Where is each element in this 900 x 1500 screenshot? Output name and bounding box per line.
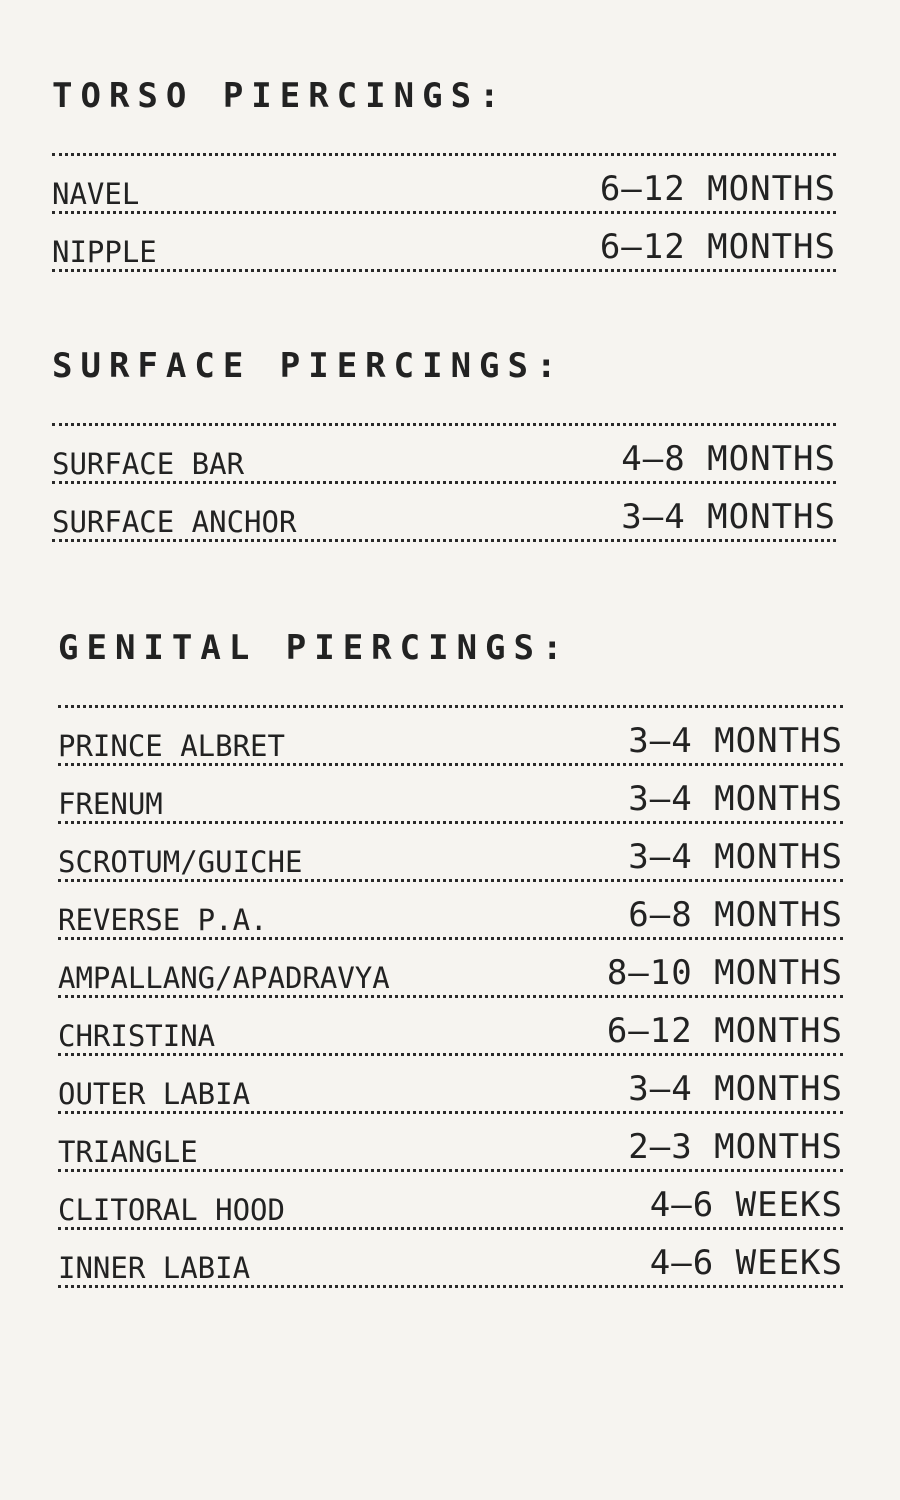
piercing-name: SURFACE ANCHOR [52, 505, 297, 539]
piercing-name: NIPPLE [52, 235, 157, 269]
healing-duration: 3–4 MONTHS [628, 779, 843, 819]
healing-duration: 2–3 MONTHS [628, 1127, 843, 1167]
section-torso [52, 76, 836, 272]
list-item [58, 998, 843, 1056]
list-item [52, 426, 836, 484]
section-title-genital: GENITAL PIERCINGS: [58, 628, 571, 668]
list-item [52, 214, 836, 272]
healing-duration: 3–4 MONTHS [628, 721, 843, 761]
healing-duration: 3–4 MONTHS [628, 837, 843, 877]
piercing-name: REVERSE P.A. [58, 903, 268, 937]
healing-duration: 8–10 MONTHS [606, 953, 843, 993]
healing-time-list-genital [58, 705, 843, 1288]
list-item [58, 1230, 843, 1288]
healing-duration: 3–4 MONTHS [628, 1069, 843, 1109]
piercing-name: FRENUM [58, 787, 163, 821]
healing-duration: 4–6 WEEKS [649, 1243, 843, 1283]
list-item [52, 484, 836, 542]
section-genital [58, 628, 843, 1288]
list-item [52, 156, 836, 214]
healing-duration: 6–12 MONTHS [606, 1011, 843, 1051]
list-item [58, 940, 843, 998]
healing-time-list-torso [52, 153, 836, 272]
list-item [58, 1114, 843, 1172]
list-item [58, 1056, 843, 1114]
list-item [58, 882, 843, 940]
healing-time-list-surface [52, 423, 836, 542]
section-title-torso: TORSO PIERCINGS: [52, 76, 508, 116]
healing-duration: 6–12 MONTHS [599, 227, 836, 267]
piercing-name: SCROTUM/GUICHE [58, 845, 303, 879]
healing-duration: 4–6 WEEKS [649, 1185, 843, 1225]
piercing-name: TRIANGLE [58, 1135, 198, 1169]
section-title-surface: SURFACE PIERCINGS: [52, 346, 565, 386]
piercing-name: CLITORAL HOOD [58, 1193, 285, 1227]
list-item [58, 824, 843, 882]
piercing-name: NAVEL [52, 177, 140, 211]
list-item [58, 766, 843, 824]
healing-duration: 4–8 MONTHS [621, 439, 836, 479]
piercing-name: OUTER LABIA [58, 1077, 251, 1111]
list-item [58, 708, 843, 766]
section-surface [52, 346, 836, 542]
piercing-name: CHRISTINA [58, 1019, 216, 1053]
healing-duration: 6–12 MONTHS [599, 169, 836, 209]
healing-duration: 6–8 MONTHS [628, 895, 843, 935]
piercing-name: INNER LABIA [58, 1251, 251, 1285]
piercing-name: AMPALLANG/APADRAVYA [58, 961, 390, 995]
list-item [58, 1172, 843, 1230]
piercing-name: SURFACE BAR [52, 447, 245, 481]
piercing-name: PRINCE ALBRET [58, 729, 285, 763]
healing-duration: 3–4 MONTHS [621, 497, 836, 537]
